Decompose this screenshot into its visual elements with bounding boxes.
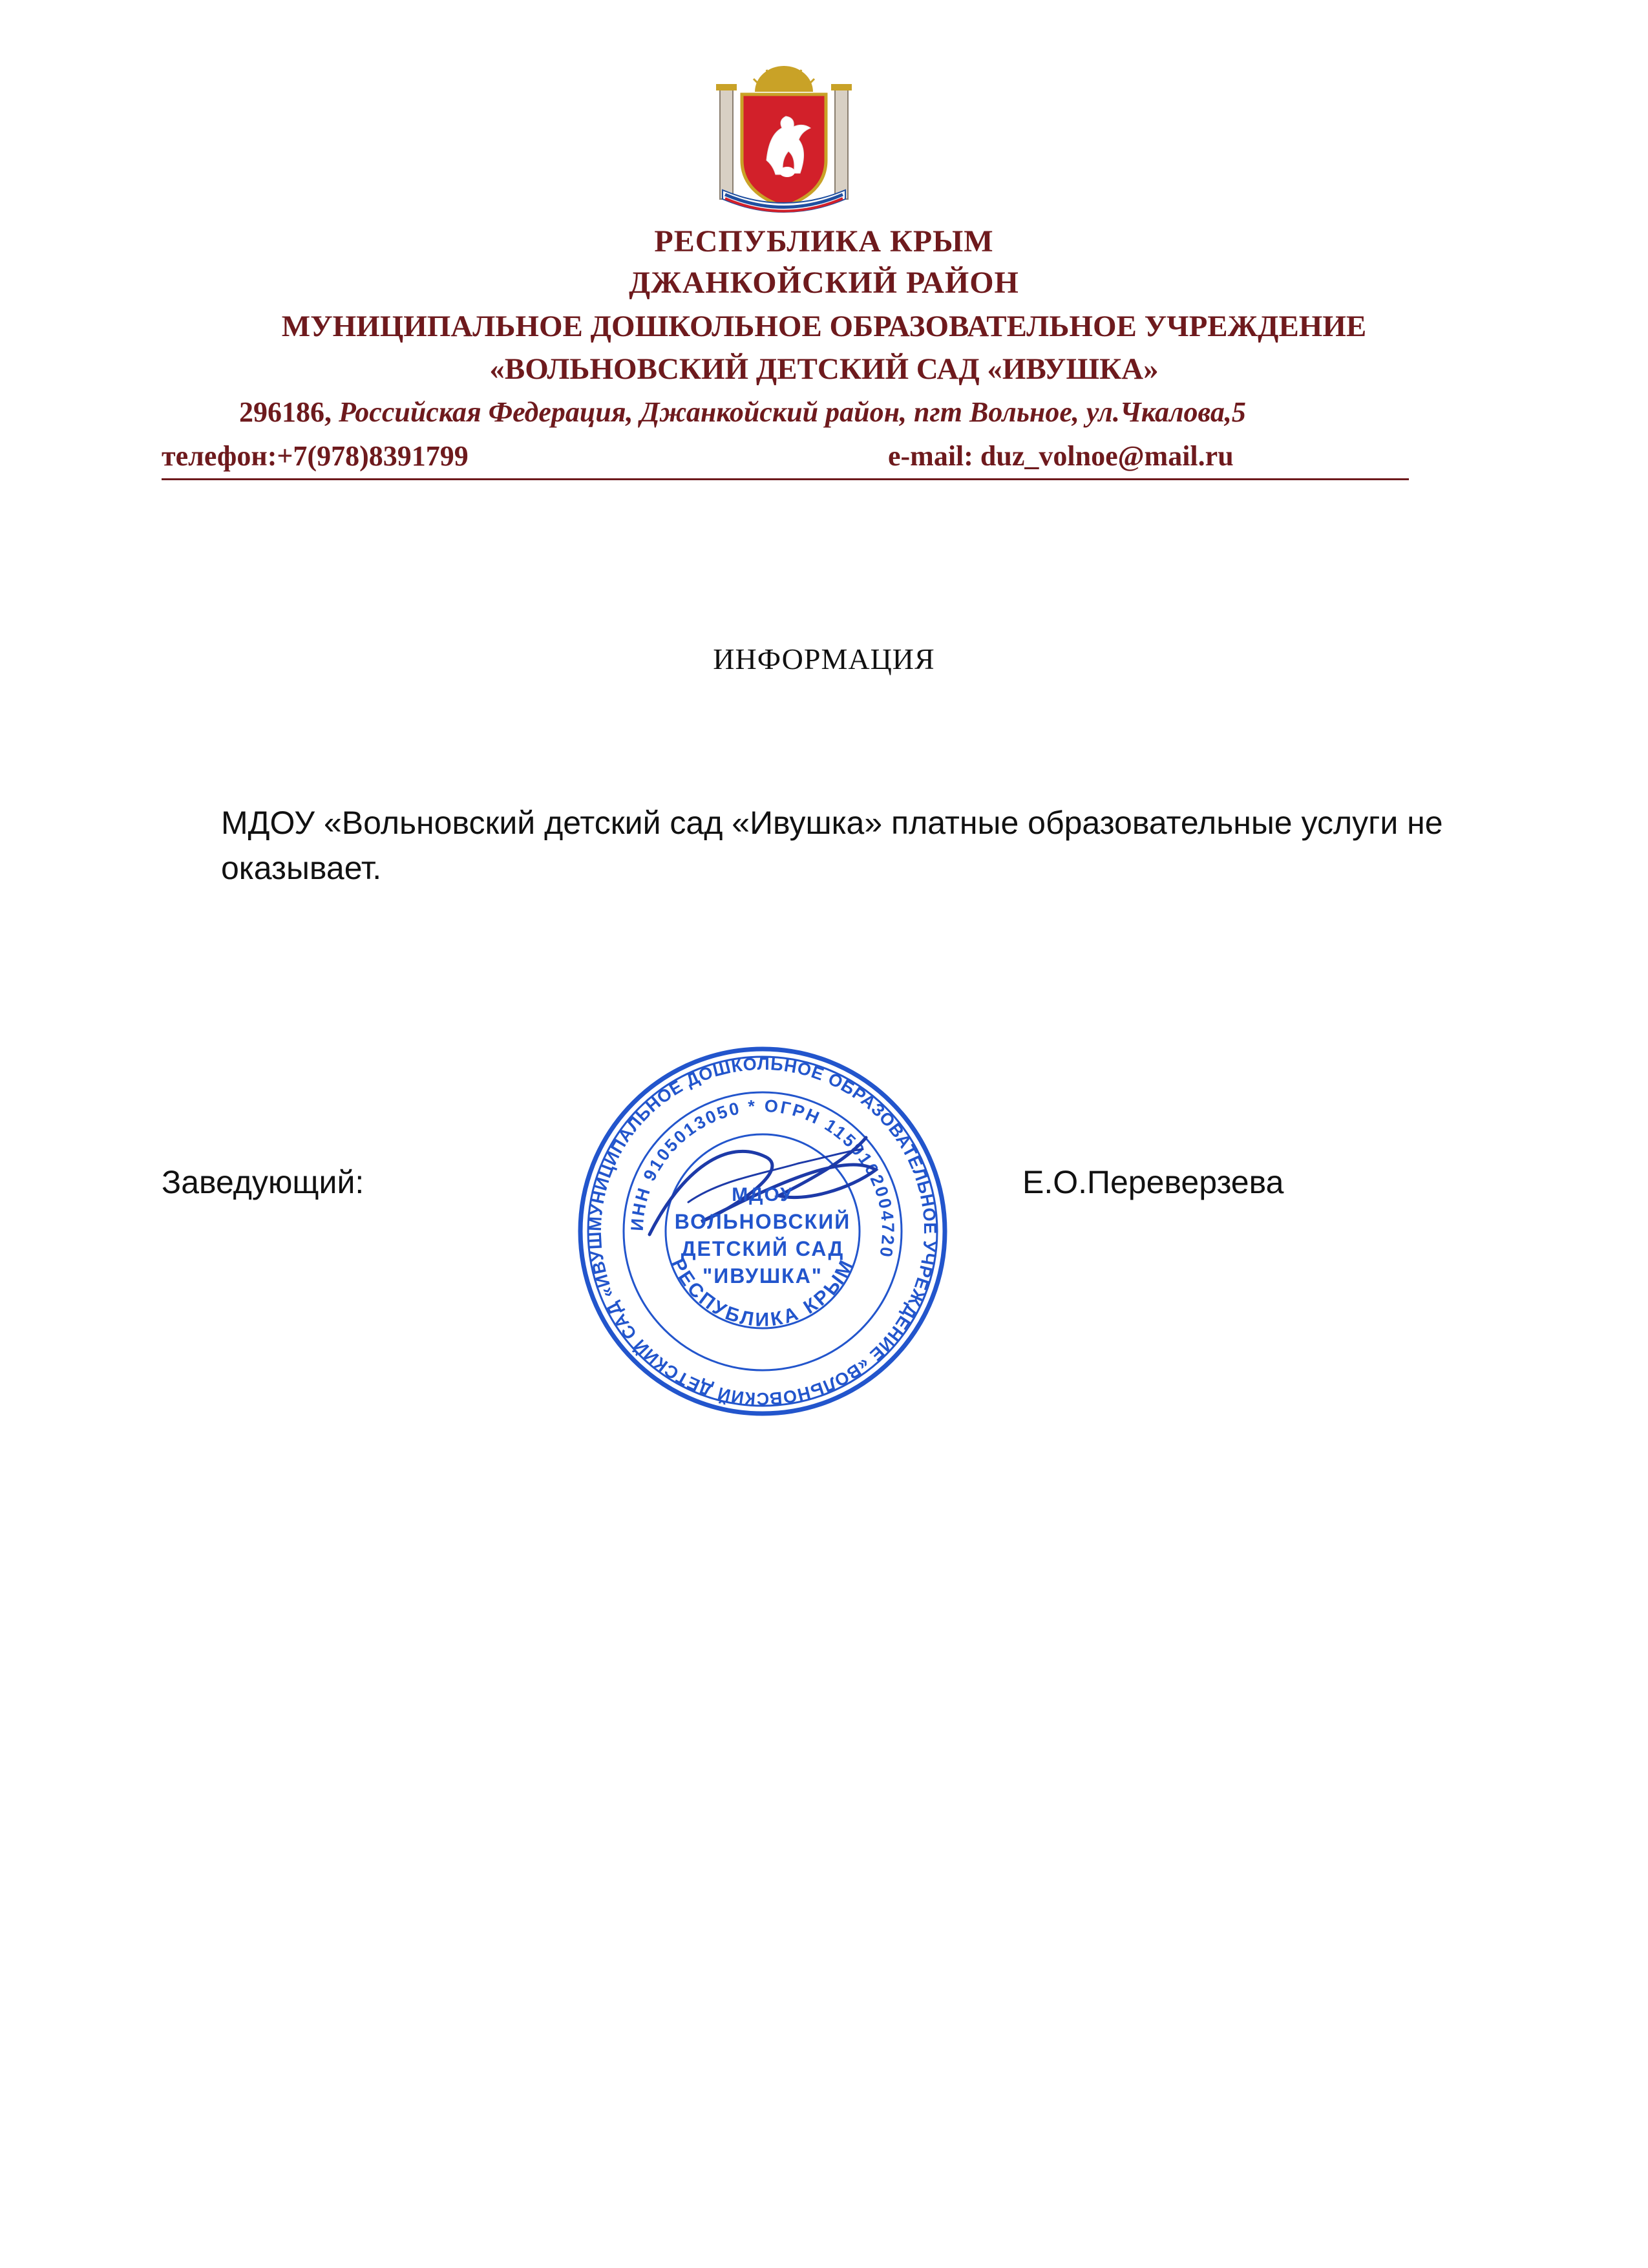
header-district: ДЖАНКОЙСКИЙ РАЙОН: [629, 266, 1019, 300]
stamp-center-line2: ВОЛЬНОВСКИЙ: [674, 1210, 851, 1233]
stamp-center-line3: ДЕТСКИЙ САД: [681, 1237, 845, 1260]
address-text: Российская Федерация, Джанкойский район, пгт Вольное, ул.Чкалова,5: [339, 396, 1246, 428]
header-contacts: [162, 440, 1409, 477]
stamp-outer-text: МУНИЦИПАЛЬНОЕ ДОШКОЛЬНОЕ ОБРАЗОВАТЕЛЬНОЕ УЧРЕЖДЕНИЕ «ВОЛЬНОВСКИЙ ДЕТСКИЙ САД «ИВУШ: [585, 1054, 940, 1409]
header-divider: [162, 478, 1409, 480]
header-institution-type: МУНИЦИПАЛЬНОЕ ДОШКОЛЬНОЕ ОБРАЗОВАТЕЛЬНОЕ УЧРЕЖДЕНИЕ: [281, 310, 1367, 343]
document-title: ИНФОРМАЦИЯ: [713, 642, 935, 675]
signer-name: Е.О.Переверзева: [1022, 1164, 1284, 1200]
header-phone: телефон:+7(978)8391799: [162, 440, 469, 472]
address-index: 296186,: [239, 396, 339, 428]
stamp-bottom-text: РЕСПУБЛИКА КРЫМ: [667, 1255, 858, 1331]
stamp-inner-text: ИНН 9105013050 * ОГРН 1159102004720: [627, 1096, 898, 1260]
stamp-center-line1: МДОУ: [732, 1184, 794, 1205]
crimea-coat-of-arms-icon: [716, 63, 852, 213]
header-institution-name: «ВОЛЬНОВСКИЙ ДЕТСКИЙ САД «ИВУШКА»: [489, 352, 1159, 386]
document-body: МДОУ «Вольновский детский сад «Ивушка» платные образовательные услуги не оказывает.: [221, 805, 1443, 886]
official-stamp: [572, 1041, 953, 1422]
stamp-center-line4: "ИВУШКА": [703, 1264, 823, 1288]
signer-position: Заведующий:: [162, 1164, 364, 1200]
svg-text:ИНН 9105013050 * ОГРН 11591020: [628, 1096, 898, 1260]
header-republic: РЕСПУБЛИКА КРЫМ: [654, 224, 994, 259]
header-address: [239, 396, 1428, 429]
header-email: e-mail: duz_volnoe@mail.ru: [888, 440, 1234, 472]
